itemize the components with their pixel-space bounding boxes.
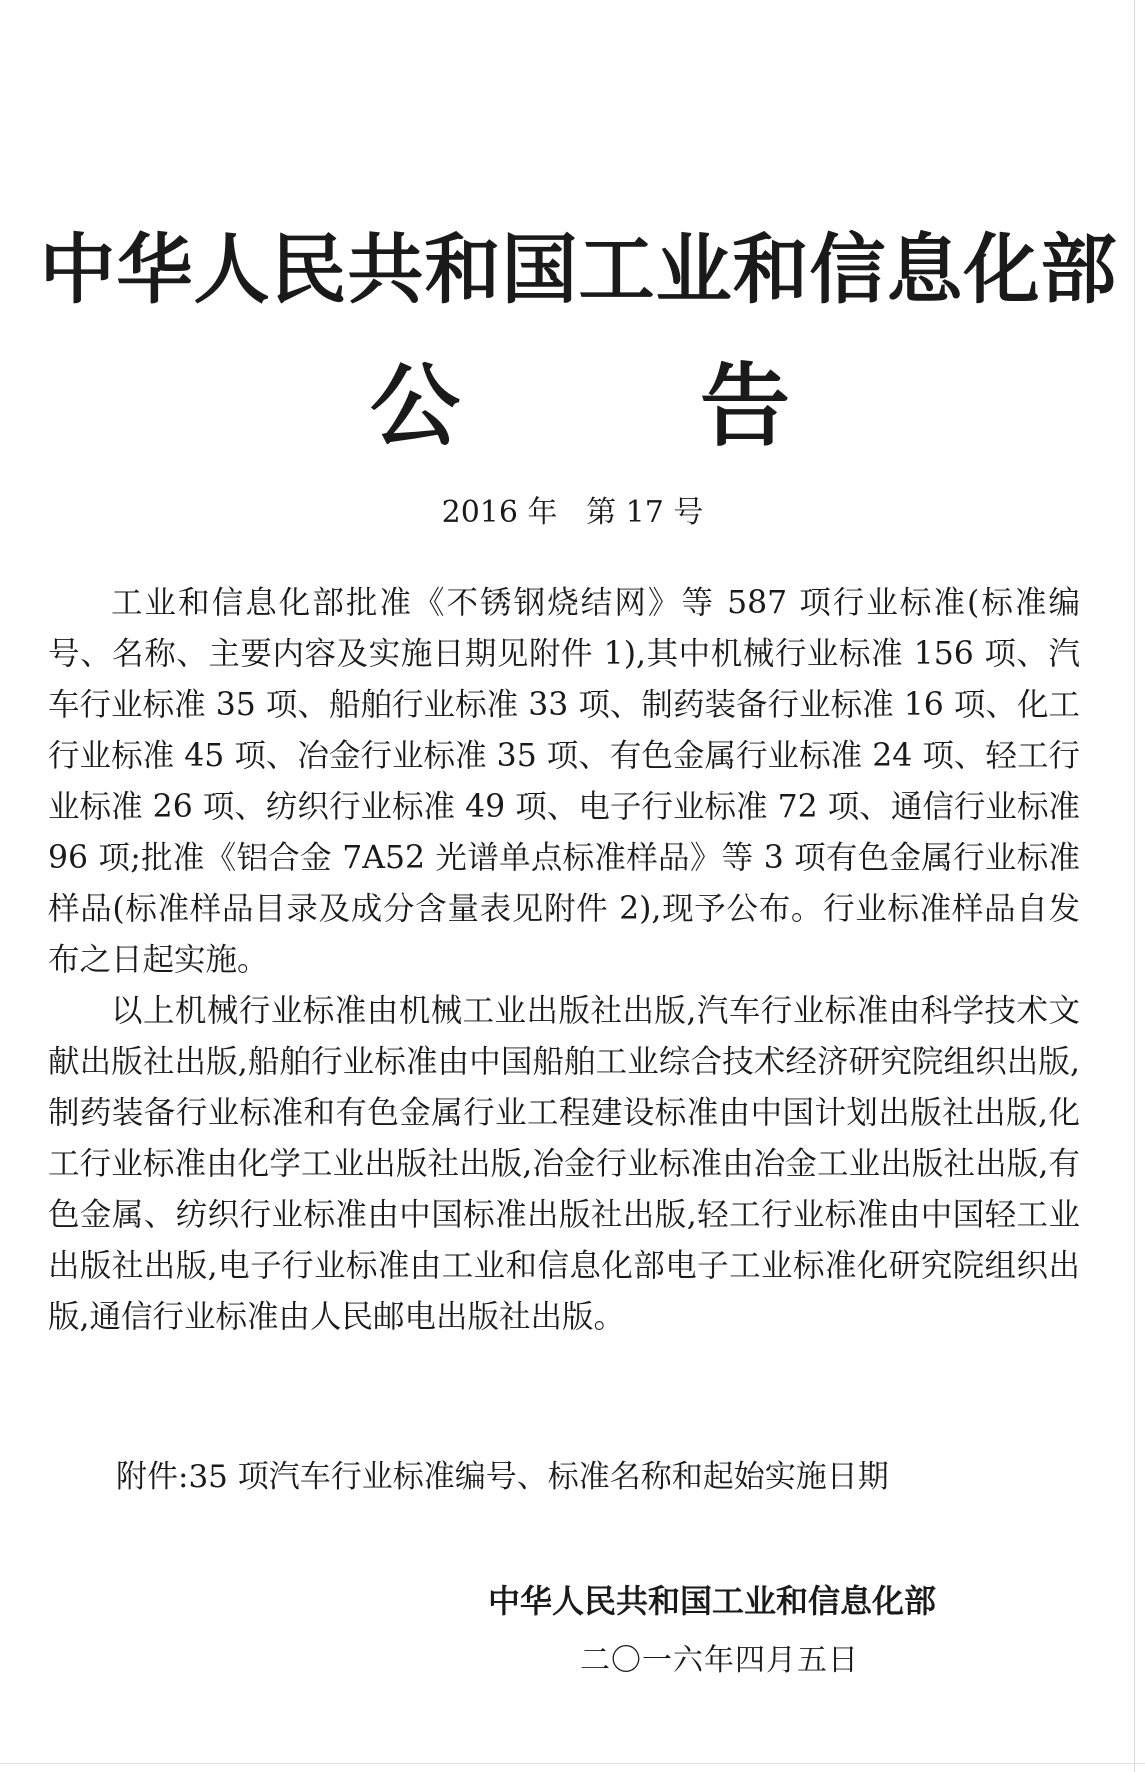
notice-body <box>48 578 1080 1343</box>
body-paragraph-2: 以上机械行业标准由机械工业出版社出版,汽车行业标准由科学技术文献出版社出版,船舶行业标准由中国船舶工业综合技术经济研究院组织出版,制药装备行业标准和有色金属行业工程建设标准由中国计划出版社出版,化工行业标准由化学工业出版社出版,冶金行业标准由冶金工业出版社出版,有色金属、纺织行业标准由中国标准出版社出版,轻工行业标准由中国轻工业出版社出版,电子行业标准由工业和信息化部电子工业标准化研究院组织出版,通信行业标准由人民邮电出版社出版。 <box>48 993 1080 1335</box>
attachment-line: 附件:35 项汽车行业标准编号、标准名称和起始实施日期 <box>116 1459 889 1495</box>
notice-title-char-2: 告 <box>700 354 790 459</box>
signature-date: 二〇一六年四月五日 <box>580 1643 859 1678</box>
body-paragraph-1: 工业和信息化部批准《不锈钢烧结网》等 587 项行业标准(标准编号、名称、主要内容及实施日期见附件 1),其中机械行业标准 156 项、汽车行业标准 35 项、船舶行业标准 33 项、制药装备行业标准 16 项、化工行业标准 45 项、冶金行业标准 35 项、有色金属行业标准 24 项、轻工行业标准 26 项、纺织行业标准 49 项、电子行业标准 72 项、通信行业标准 96 项;批准《铝合金 7A52 光谱单点标准样品》等 3 项有色金属行业标准样品(标准样品目录及成分含量表见附件 2),现予公布。行业标准样品自发布之日起实施。 <box>48 585 1080 978</box>
notice-title-char-1: 公 <box>370 354 460 459</box>
signature-org: 中华人民共和国工业和信息化部 <box>488 1582 937 1620</box>
notice-title <box>370 354 790 459</box>
ministry-title: 中华人民共和国工业和信息化部 <box>39 225 1118 314</box>
issue-number: 2016 年 第 17 号 <box>441 495 704 530</box>
scan-bottom-line <box>0 1763 1145 1764</box>
scan-edge-line <box>1134 0 1135 1772</box>
